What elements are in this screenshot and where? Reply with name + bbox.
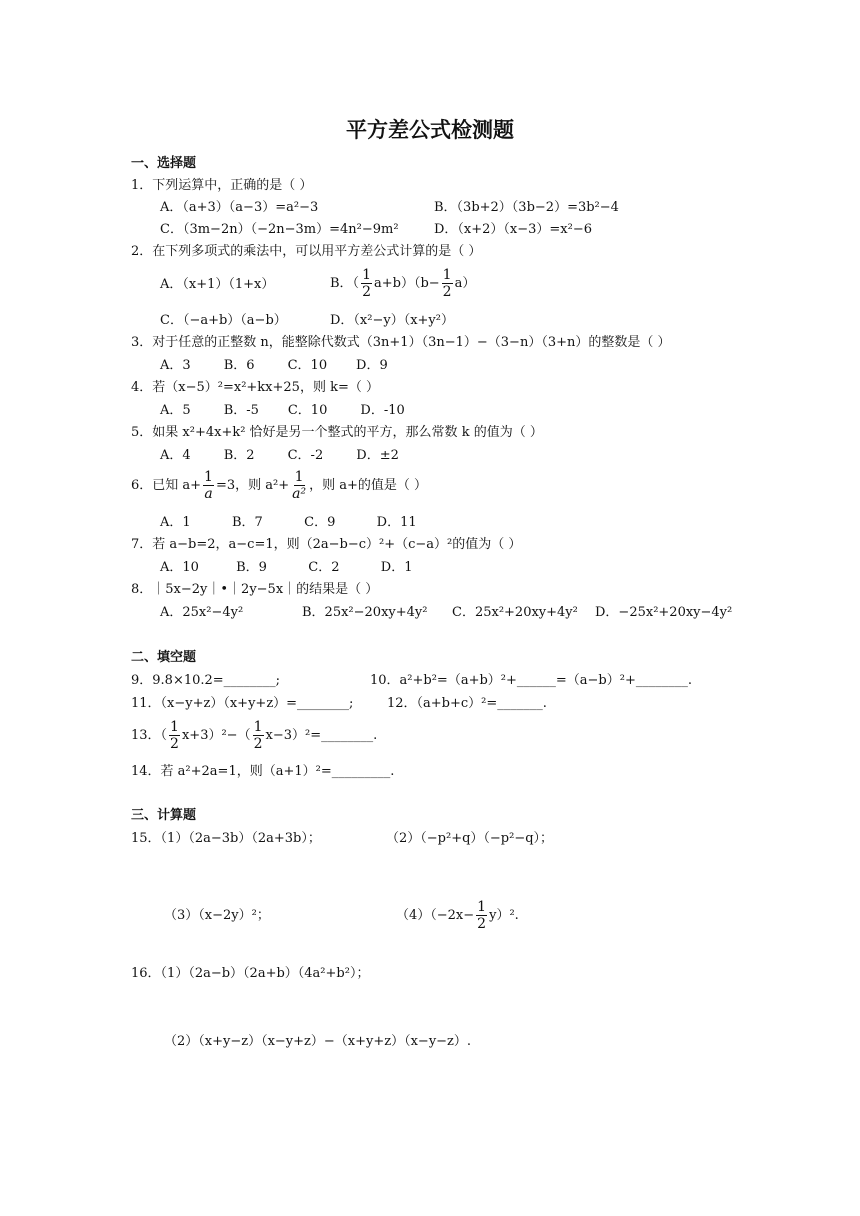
question-12: 12．（a+b+c）²=_______.	[387, 696, 547, 711]
fraction-numerator: 1	[204, 469, 213, 485]
question-7-stem: 7．若 a−b=2，a−c=1，则（2a−b−c）²+（c−a）²的值为（ ）	[131, 537, 522, 552]
question-11: 11．（x−y+z）（x+y+z）=________;	[131, 696, 354, 711]
question-2-option-a: A．（x+1）（1+x）	[160, 277, 275, 292]
question-5-stem: 5．如果 x²+4x+k² 恰好是另一个整式的平方，那么常数 k 的值为（ ）	[131, 425, 543, 440]
question-2-option-b	[330, 267, 475, 301]
question-2-stem: 2．在下列多项式的乘法中，可以用平方差公式计算的是（ ）	[131, 244, 482, 259]
fraction-denominator: 2	[442, 284, 452, 300]
fraction-denominator: 2	[362, 284, 371, 300]
question-1-option-a: A．（a+3）（a−3）=a²−3	[160, 200, 319, 215]
question-13-suffix: x−3）²=________.	[265, 728, 378, 743]
fraction-denominator: 2	[253, 736, 263, 752]
section-heading-calc: 三、计算题	[131, 808, 197, 823]
fraction-denominator: 2	[477, 916, 487, 932]
question-6-suffix: ，则 a+的值是（ ）	[309, 478, 428, 493]
question-8-option-d: D．−25x²+20xy−4y²	[595, 605, 733, 620]
fraction-numerator: 1	[362, 267, 371, 283]
fraction-denominator: a	[204, 486, 213, 502]
question-3-stem: 3．对于任意的正整数 n，能整除代数式（3n+1）（3n−1）−（3−n）（3+n）的整数是（ ）	[131, 335, 671, 350]
question-14: 14．若 a²+2a=1，则（a+1）²=_________.	[131, 764, 395, 779]
question-5-options: A．4 B．2 C．-2 D．±2	[160, 448, 399, 463]
fraction-numerator: 1	[442, 267, 452, 283]
question-6-options: A．1 B．7 C．9 D．11	[160, 515, 417, 530]
question-13-middle: x+3）²−（	[181, 728, 251, 743]
question-1-option-c: C．（3m−2n）（−2n−3m）=4n²−9m²	[160, 222, 399, 237]
question-2-option-c: C．（−a+b）（a−b）	[160, 313, 287, 328]
question-15-part-4	[396, 897, 519, 935]
question-2-option-b-suffix: a）	[454, 276, 476, 291]
question-2-option-d: D．（x²−y）（x+y²）	[330, 313, 454, 328]
one-half-fraction	[169, 719, 180, 752]
question-15-part-4-prefix: （4）（−2x−	[396, 908, 475, 923]
page-title: 平方差公式检测题	[346, 118, 514, 142]
question-1-stem: 1．下列运算中，正确的是（ ）	[131, 178, 313, 193]
fraction-numerator: 1	[477, 899, 487, 915]
question-13	[131, 717, 377, 755]
one-over-a-fraction	[203, 469, 214, 502]
question-10: 10．a²+b²=（a+b）²+______=（a−b）²+________.	[370, 673, 692, 688]
question-6-middle: =3，则 a²+	[215, 478, 290, 493]
question-3-options: A．3 B．6 C．10 D．9	[160, 358, 388, 373]
fraction-denominator: 2	[170, 736, 179, 752]
one-over-a-squared-fraction	[291, 469, 307, 502]
one-half-fraction	[476, 899, 487, 932]
question-4-stem: 4．若（x−5）²=x²+kx+25，则 k=（ ）	[131, 380, 379, 395]
question-4-options: A．5 B．-5 C．10 D．-10	[160, 403, 405, 418]
question-16-part-1: 16．（1）（2a−b）（2a+b）（4a²+b²）；	[131, 966, 370, 981]
question-15-part-2: （2）（−p²+q）（−p²−q）；	[386, 831, 554, 846]
question-6-prefix: 6．已知 a+	[131, 478, 202, 493]
fraction-denominator: a²	[292, 486, 307, 502]
question-15-part-4-suffix: y）².	[489, 908, 519, 923]
question-15-part-1: 15．（1）（2a−3b）（2a+3b）；	[131, 831, 321, 846]
question-2-option-b-prefix: B．（	[330, 276, 360, 291]
question-9: 9．9.8×10.2=________;	[131, 673, 281, 688]
question-7-options: A．10 B．9 C．2 D．1	[160, 560, 413, 575]
question-1-option-d: D．（x+2）（x−3）=x²−6	[434, 222, 593, 237]
one-half-fraction	[253, 719, 264, 752]
fraction-numerator: 1	[170, 719, 179, 735]
one-half-fraction	[361, 267, 372, 300]
question-8-option-b: B．25x²−20xy+4y²	[302, 605, 428, 620]
question-6-stem	[131, 467, 427, 505]
question-13-prefix: 13．（	[131, 728, 168, 743]
question-8-option-c: C．25x²+20xy+4y²	[452, 605, 578, 620]
question-2-option-b-middle: a+b）（b−	[373, 276, 440, 291]
question-16-part-2: （2）（x+y−z）（x−y+z）−（x+y+z）（x−y−z）.	[164, 1034, 472, 1049]
question-1-option-b: B．（3b+2）（3b−2）=3b²−4	[434, 200, 619, 215]
section-heading-choice: 一、选择题	[131, 156, 197, 171]
fraction-numerator: 1	[294, 469, 304, 485]
question-8-option-a: A．25x²−4y²	[160, 605, 244, 620]
question-8-stem: 8．｜5x−2y｜•｜2y−5x｜的结果是（ ）	[131, 582, 379, 597]
one-half-fraction	[442, 267, 453, 300]
fraction-numerator: 1	[253, 719, 263, 735]
question-15-part-3: （3）（x−2y）²；	[164, 908, 270, 923]
section-heading-fill: 二、填空题	[131, 650, 197, 665]
